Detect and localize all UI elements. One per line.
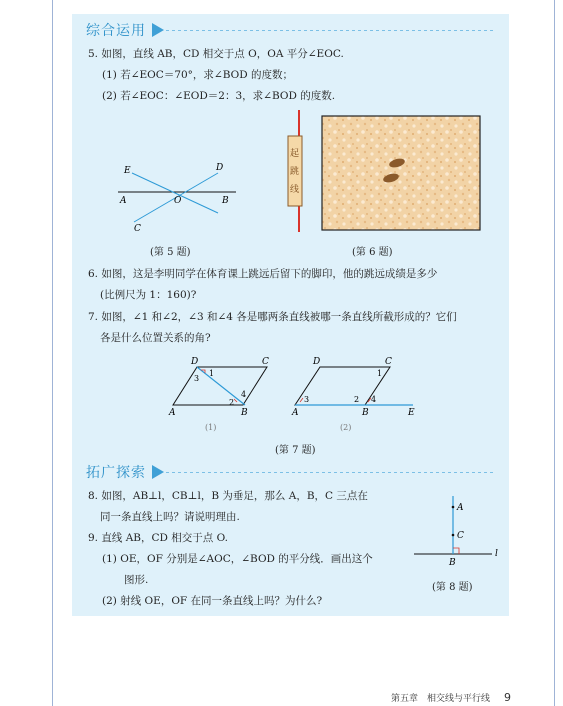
fig7-left-C: C — [262, 357, 269, 367]
fig7-right-E: E — [408, 408, 415, 418]
arrow-icon — [152, 465, 164, 479]
section-title: 综合运用 — [86, 23, 146, 39]
fig7-right-A: A — [292, 408, 299, 418]
fig7-left-angle-1: 1 — [209, 369, 215, 378]
fig8-label-C: C — [457, 531, 464, 541]
problem-5-text: 5. 如图，直线 AB，CD 相交于点 O，OA 平分∠EOC. — [88, 48, 344, 60]
label-D: D — [216, 163, 224, 173]
fig7-right-C: C — [385, 357, 392, 367]
label-O: O — [174, 196, 182, 206]
problem-9-text: 9. 直线 AB，CD 相交于点 O. — [88, 532, 228, 544]
fig7-left-angle-3: 3 — [194, 374, 200, 383]
fig7-right-B: B — [362, 408, 369, 418]
fig8-label-B: B — [449, 558, 456, 568]
section-header-extension — [86, 462, 496, 482]
figure-5-caption: (第 5 题) — [150, 247, 191, 258]
page-footer — [391, 691, 511, 704]
divider — [166, 472, 496, 473]
fig7-right-angle-2: 2 — [354, 395, 360, 404]
figure-8 — [410, 492, 506, 568]
fig7-left-angle-4: 4 — [241, 390, 247, 399]
problem-5-sub2: (2) 若∠EOC：∠EOD＝2：3，求∠BOD 的度数. — [102, 90, 336, 102]
figure-6 — [285, 108, 485, 234]
problem-9-sub1: (1) OE，OF 分别是∠AOC，∠BOD 的平分线．画出这个 — [102, 553, 373, 565]
problem-8-text-2: 同一条直线上吗？请说明理由. — [100, 511, 240, 523]
arrow-icon — [152, 23, 164, 37]
fig7-left-angle-2: 2 — [229, 398, 235, 407]
fig7-sub2-label: (2) — [340, 423, 352, 432]
section-header-integrated — [86, 20, 496, 40]
fig8-label-A: A — [457, 503, 464, 513]
fig7-left-A: A — [169, 408, 176, 418]
problem-8-text: 8. 如图，AB⊥l，CB⊥l，B 为垂足，那么 A，B，C 三点在 — [88, 490, 368, 502]
problem-9-sub2: (2) 射线 OE，OF 在同一条直线上吗？为什么? — [102, 595, 323, 607]
label-C: C — [134, 224, 141, 234]
label-E: E — [124, 166, 131, 176]
fig7-right-angle-1: 1 — [377, 369, 383, 378]
problem-5-sub1: (1) 若∠EOC＝70°，求∠BOD 的度数； — [102, 69, 293, 81]
problem-6-text: 6. 如图，这是李明同学在体育课上跳远后留下的脚印，他的跳远成绩是多少 — [88, 268, 438, 280]
figure-6-caption: (第 6 题) — [352, 247, 393, 258]
board-char-2: 跳 — [290, 167, 300, 177]
figure-8-caption: (第 8 题) — [432, 582, 473, 593]
divider — [166, 30, 496, 31]
page-number: 9 — [504, 691, 511, 704]
problem-7-text: 7. 如图，∠1 和∠2，∠3 和∠4 各是哪两条直线被哪一条直线所截形成的？它们 — [88, 311, 457, 323]
section-title: 拓广探索 — [86, 465, 146, 481]
fig7-sub1-label: (1) — [205, 423, 217, 432]
fig7-left-D: D — [191, 357, 199, 367]
figure-7-caption: (第 7 题) — [275, 445, 316, 456]
label-A: A — [120, 196, 127, 206]
board-char-1: 起 — [290, 149, 300, 159]
problem-6-text-2: (比例尺为 1：160)? — [100, 289, 197, 301]
label-B: B — [222, 196, 229, 206]
chapter-title: 第五章 相交线与平行线 — [390, 694, 490, 704]
fig8-label-l: l — [495, 549, 498, 559]
figure-5 — [110, 155, 240, 235]
fig7-right-angle-3: 3 — [304, 395, 310, 404]
fig7-left-B: B — [241, 408, 248, 418]
fig7-right-D: D — [313, 357, 321, 367]
board-char-3: 线 — [290, 185, 300, 195]
problem-7-text-2: 各是什么位置关系的角? — [100, 332, 211, 344]
figure-7 — [165, 355, 420, 433]
fig7-right-angle-4: 4 — [371, 395, 377, 404]
problem-9-sub1-cont: 图形. — [124, 574, 149, 586]
